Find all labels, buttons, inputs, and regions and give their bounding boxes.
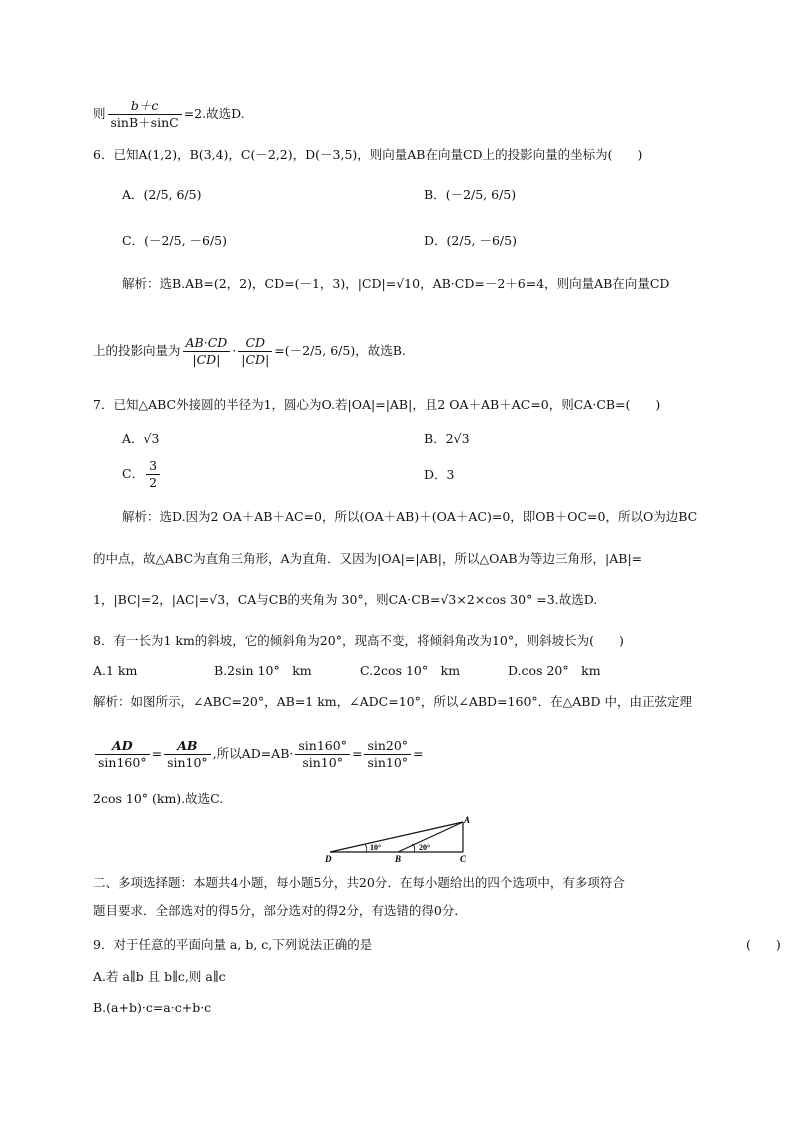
section2-line1: 二、多项选择题：本题共4小题，每小题5分，共20分．在每小题给出的四个选项中，有多项符合: [93, 875, 625, 890]
label-d: D: [325, 854, 332, 864]
q6-option-c: C．(－2/5, －6/5): [122, 233, 228, 248]
q7-option-d: D．3: [424, 467, 455, 482]
q7-solution-line3: 1，|BC|=2，|AC|=√3，CA与CB的夹角为 30°，则CA·CB=√3×2×cos 30° =3.故选D.: [93, 592, 598, 607]
q7-option-b: B．2√3: [424, 431, 470, 446]
q8-option-d: D.cos 20° km: [508, 663, 601, 678]
fraction: $\frac{AB\cdot CD}{|CD|}$: [183, 335, 231, 368]
q7-solution-line2: 的中点，故△ABC为直角三角形，A为直角．又因为|OA|=|AB|，所以△OAB为等边三角形，|AB|=: [93, 551, 643, 566]
q7-option-a: A．√3: [122, 431, 160, 446]
label-a: A: [464, 815, 471, 825]
q9-paren: ( ): [746, 937, 781, 952]
slope-ad: [330, 822, 463, 852]
q8-option-a: A.1 km: [93, 663, 138, 678]
q9-option-a: A.若 a∥b 且 b∥c,则 a∥c: [93, 969, 226, 984]
fraction: $\frac{\sin 160^\circ}{\sin 10^\circ}$: [295, 738, 350, 771]
prev-solution-end: 则 $\frac{b+c}{\sin B+\sin C}$ =2.故选D.: [93, 98, 245, 130]
angle-arc-10: [365, 845, 367, 852]
q7-solution-line1: 解析：选D.因为2 OA＋AB＋AC=0，所以(OA＋AB)＋(OA＋AC)=0，即OB＋OC=0，所以O为边BC: [122, 509, 698, 524]
q8-solution-line1: 解析：如图所示，∠ABC=20°，AB=1 km，∠ADC=10°，所以∠ABD=160°．在△ABD 中，由正弦定理: [93, 694, 692, 709]
fraction: $\frac{AD}{\sin 160^\circ}$: [95, 738, 150, 771]
q6-stem: 6．已知A(1,2)，B(3,4)，C(－2,2)，D(－3,5)，则向量AB在向量CD上的投影向量的坐标为( ): [93, 147, 643, 162]
angle-10: 10°: [370, 843, 382, 852]
q8-option-b: B.2sin 10° km: [214, 663, 312, 678]
label-b: B: [395, 854, 402, 864]
q9-stem: 9．对于任意的平面向量 a, b, c,下列说法正确的是: [93, 937, 373, 952]
triangle-figure: [318, 814, 478, 866]
fraction: $\frac{\sin 20^\circ}{\sin 10^\circ}$: [364, 738, 411, 771]
q8-solution-line2: $\frac{AD}{\sin 160^\circ}$ = $\frac{AB}{\sin 10^\circ}$ ,所以AD=AB· $\frac{\sin 160^\circ}{\sin 10^\circ}$ = $\frac{\sin 20^\circ}{\sin 10^\circ}$ =: [93, 738, 424, 771]
q6-solution-line1: 解析：选B.AB=(2，2)，CD=(－1，3)，|CD|=√10，AB·CD=－2＋6=4，则向量AB在向量CD: [122, 276, 670, 291]
q7-option-c: C． $\frac{3}{2}$: [122, 458, 162, 491]
q6-solution-line2: 上的投影向量为 $\frac{AB\cdot CD}{|CD|}$ · $\frac{CD}{|CD|}$ =(－2/5, 6/5)，故选B.: [93, 335, 406, 367]
q8-solution-line3: 2cos 10° (km).故选C.: [93, 791, 224, 806]
q9-option-b: B.(a+b)·c=a·c+b·c: [93, 1000, 212, 1015]
q6-option-b: B．(－2/5, 6/5): [424, 187, 517, 202]
angle-20: 20°: [419, 843, 431, 852]
section2-line2: 题目要求．全部选对的得5分，部分选对的得2分，有选错的得0分．: [93, 903, 467, 918]
q8-option-c: C.2cos 10° km: [360, 663, 461, 678]
fraction: $\frac{b+c}{\sin B+\sin C}$: [108, 98, 182, 131]
fraction: $\frac{AB}{\sin 10^\circ}$: [164, 738, 211, 771]
fraction: $\frac{3}{2}$: [146, 458, 160, 491]
q8-stem: 8．有一长为1 km的斜坡，它的倾斜角为20°，现高不变，将倾斜角改为10°，则斜坡长为( ): [93, 633, 624, 648]
label-c: C: [460, 854, 467, 864]
fraction: $\frac{CD}{|CD|}$: [238, 335, 272, 368]
q6-option-a: A．(2/5, 6/5): [122, 187, 202, 202]
slope-ab: [398, 822, 463, 852]
q7-stem: 7．已知△ABC外接圆的半径为1，圆心为O.若|OA|=|AB|，且2 OA＋AB＋AC=0，则CA·CB=( ): [93, 397, 661, 412]
q6-option-d: D．(2/5, －6/5): [424, 233, 517, 248]
